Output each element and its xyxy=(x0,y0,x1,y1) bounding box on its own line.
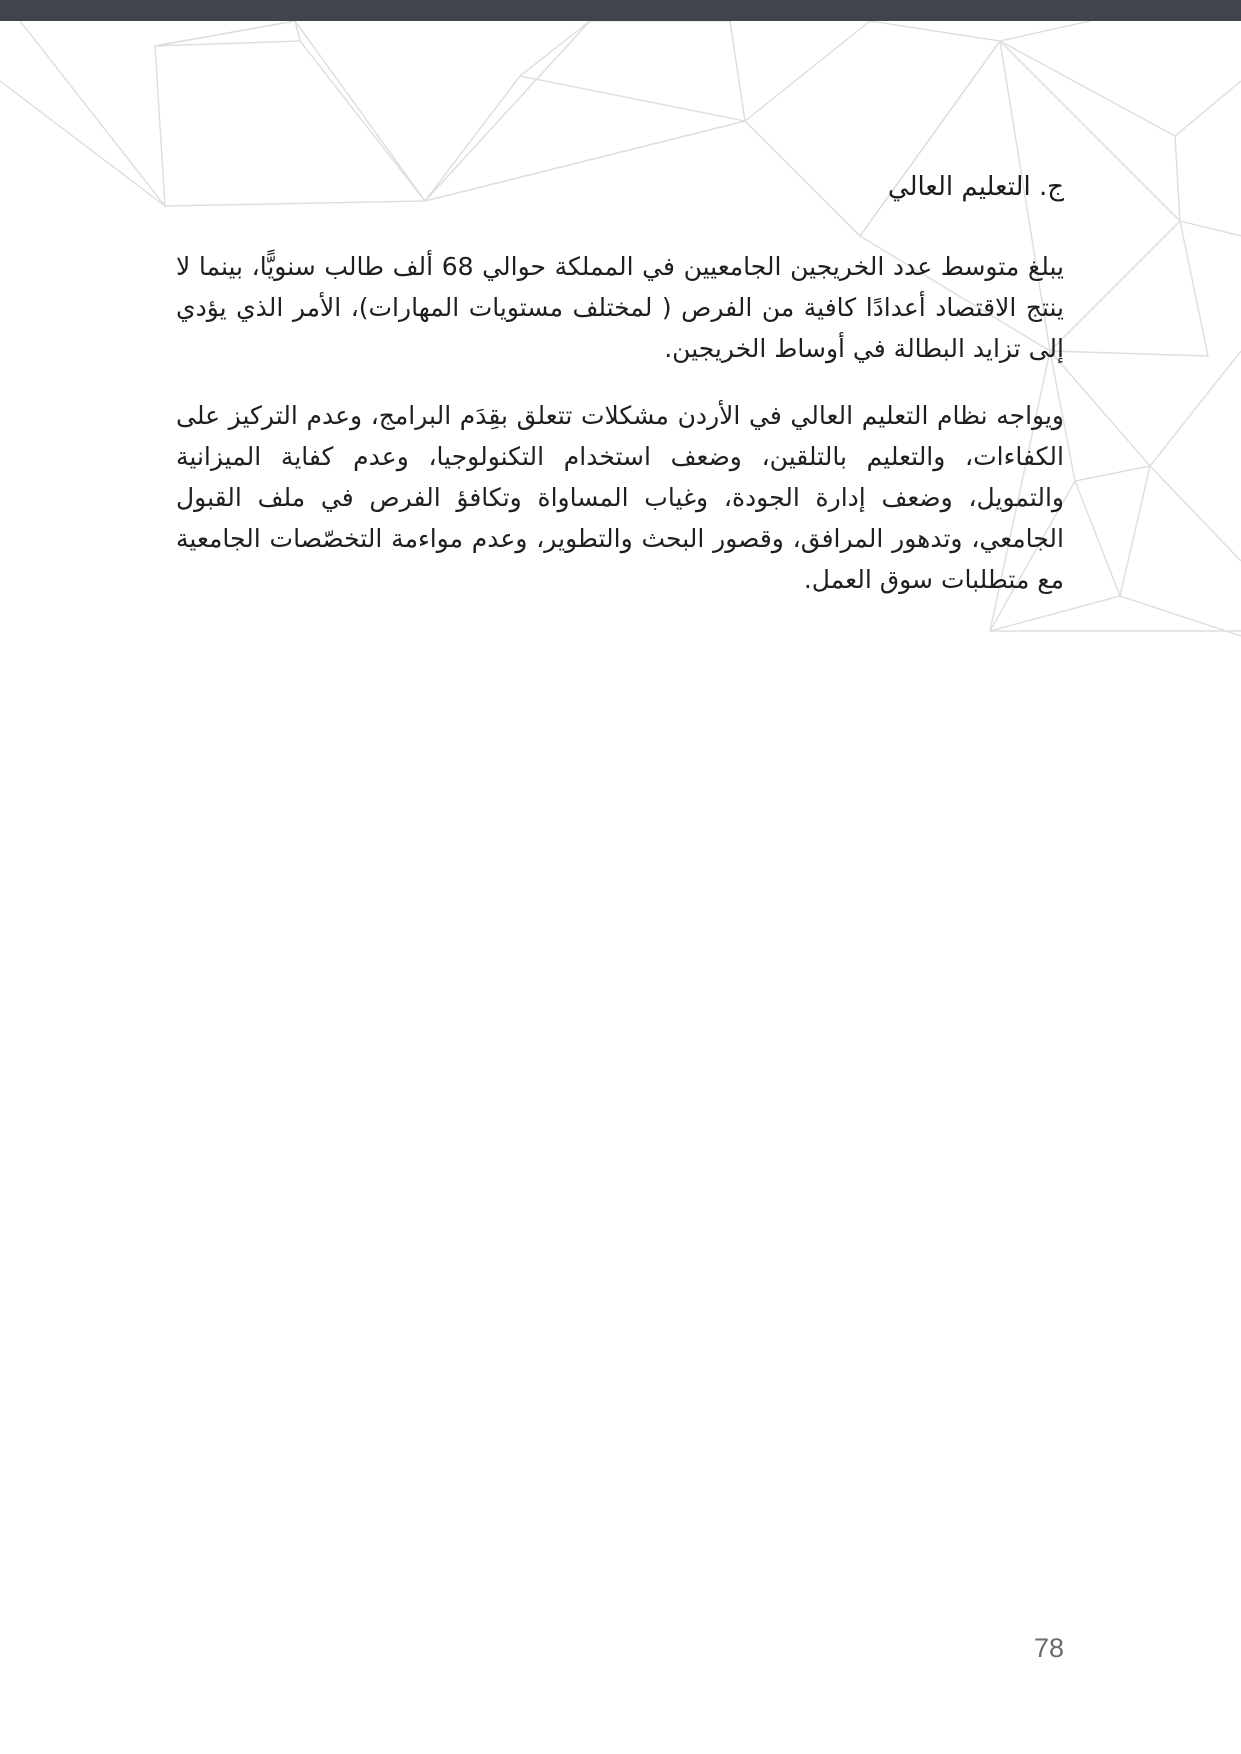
section-content xyxy=(176,164,1064,626)
page-number: 78 xyxy=(1033,1633,1064,1663)
section-heading: ج. التعليم العالي xyxy=(887,172,1064,202)
paragraph-graduates: يبلغ متوسط عدد الخريجين الجامعيين في المملكة حوالي 68 ألف طالب سنويًّا، بينما لا ينتج الاقتصاد أعدادًا كافية من الفرص ( لمختلف مستويات المهارات)، الأمر الذي يؤدي إلى تزايد البطالة في أوساط الخريجين. xyxy=(176,252,1064,363)
top-header-bar xyxy=(0,0,1241,21)
paragraph-challenges: ويواجه نظام التعليم العالي في الأردن مشكلات تتعلق بقِدَم البرامج، وعدم التركيز على الكفاءات، والتعليم بالتلقين، وضعف استخدام التكنولوجيا، وعدم كفاية الميزانية والتمويل، وضعف إدارة الجودة، وغياب المساواة وتكافؤ الفرص في ملف القبول الجامعي، وتدهور المرافق، وقصور البحث والتطوير، وعدم مواءمة التخصّصات الجامعية مع متطلبات سوق العمل. xyxy=(176,401,1064,594)
